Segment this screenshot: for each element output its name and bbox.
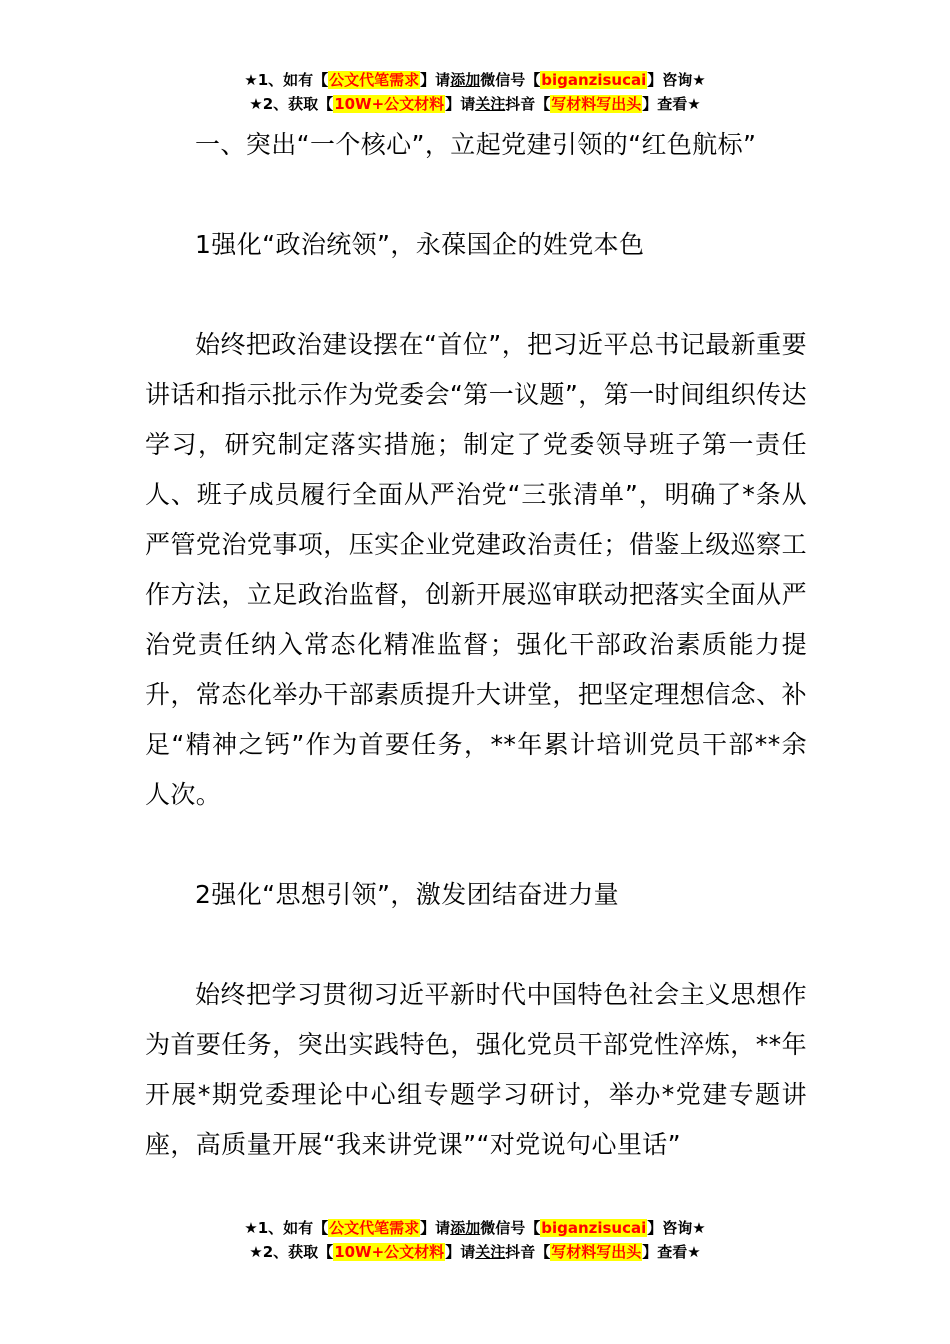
underlined-text: 关注 (475, 1243, 506, 1261)
banner-text: 】查看★ (642, 1243, 701, 1261)
highlight-text: 公文代笔需求 (329, 71, 420, 89)
banner-text: ★1、如有【 (244, 1219, 329, 1237)
banner-text: 】请 (445, 95, 476, 113)
paragraph-gap (145, 270, 807, 320)
banner-text: 微信号【 (480, 1219, 541, 1237)
highlight-text: biganzisucai (541, 71, 647, 89)
highlight-text: 公文代笔需求 (329, 1219, 420, 1237)
banner-text: 微信号【 (480, 71, 541, 89)
body-paragraph: 始终把政治建设摆在“首位”，把习近平总书记最新重要讲话和指示批示作为党委会“第一议题”，第一时间组织传达学习，研究制定落实措施；制定了党委领导班子第一责任人、班子成员履行全面从严治党“三张清单”，明确了*条从严管党治党事项，压实企业党建政治责任；借鉴上级巡察工作方法，立足政治监督，创新开展巡审联动把落实全面从严治党责任纳入常态化精准监督；强化干部政治素质能力提升，常态化举办干部素质提升大讲堂，把坚定理想信念、补足“精神之钙”作为首要任务，**年累计培训党员干部**余人次。 (145, 330, 807, 809)
banner-text: 】请 (445, 1243, 476, 1261)
section-heading: 一、突出“一个核心”，立起党建引领的“红色航标” (195, 130, 757, 159)
banner-text: 】请 (420, 71, 451, 89)
banner-text: 抖音【 (505, 95, 551, 113)
paragraph-gap (145, 170, 807, 220)
subsection-heading: 1强化“政治统领”，永葆国企的姓党本色 (195, 230, 645, 259)
paragraph-gap (145, 920, 807, 970)
banner-text: ★2、获取【 (249, 95, 334, 113)
bottom-banner (0, 1216, 950, 1264)
underlined-text: 关注 (475, 95, 506, 113)
banner-line-2 (0, 92, 950, 116)
body-paragraph: 始终把学习贯彻习近平新时代中国特色社会主义思想作为首要任务，突出实践特色，强化党员干部党性淬炼，**年开展*期党委理论中心组专题学习研讨，举办*党建专题讲座，高质量开展“我来讲党课”“对党说句心里话” (145, 980, 807, 1159)
highlight-text: 写材料写出头 (551, 1243, 642, 1261)
banner-text: ★2、获取【 (249, 1243, 334, 1261)
banner-line-1 (0, 1216, 950, 1240)
banner-text: 抖音【 (505, 1243, 551, 1261)
highlight-text: 10W+公文材料 (334, 1243, 445, 1261)
highlight-text: 10W+公文材料 (334, 95, 445, 113)
highlight-text: 写材料写出头 (551, 95, 642, 113)
banner-text: 】咨询★ (647, 1219, 706, 1237)
highlight-text: biganzisucai (541, 1219, 647, 1237)
banner-text: 】请 (420, 1219, 451, 1237)
banner-text: 】咨询★ (647, 71, 706, 89)
underlined-text: 添加 (450, 1219, 481, 1237)
banner-text: 】查看★ (642, 95, 701, 113)
top-banner (0, 68, 950, 116)
banner-line-2 (0, 1240, 950, 1264)
underlined-text: 添加 (450, 71, 481, 89)
document-body (145, 120, 807, 1170)
banner-text: ★1、如有【 (244, 71, 329, 89)
paragraph-gap (145, 820, 807, 870)
subsection-heading: 2强化“思想引领”，激发团结奋进力量 (195, 880, 620, 909)
banner-line-1 (0, 68, 950, 92)
